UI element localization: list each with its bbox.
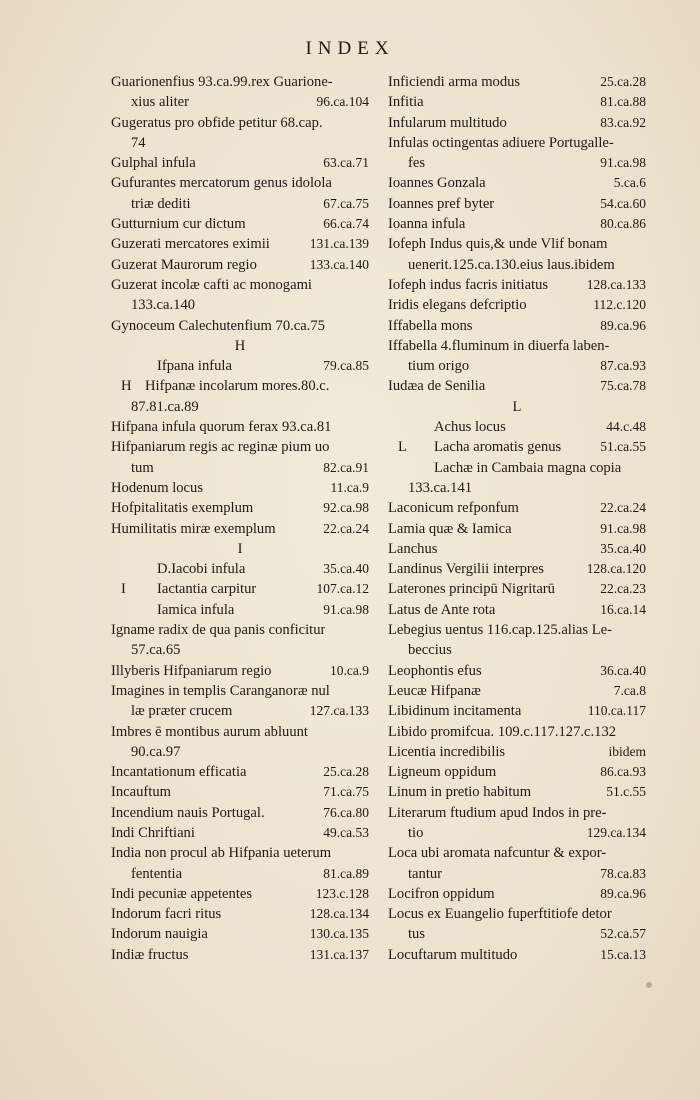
entry-reference: 110.ca.117	[587, 703, 646, 719]
entry-reference: 5.ca.6	[613, 175, 646, 191]
index-entry	[388, 600, 646, 620]
entry-reference: 25.ca.28	[600, 74, 646, 89]
index-entry	[388, 843, 646, 863]
entry-text: Iamica infula	[157, 601, 235, 618]
entry-text: D.Iacobi infula	[157, 561, 246, 578]
index-entry	[111, 843, 369, 863]
index-entry	[388, 113, 646, 133]
index-entry	[388, 92, 646, 112]
index-entry	[111, 356, 369, 376]
entry-text: India non procul ab Hifpania ueterum	[111, 845, 332, 862]
section-letter	[388, 397, 646, 417]
entry-text: Ligneum oppidum	[388, 764, 497, 781]
index-entry	[388, 559, 646, 579]
entry-text: Gynoceum Calechutenfium 70.ca.75	[111, 317, 325, 334]
index-entry	[111, 600, 369, 620]
index-entry	[388, 173, 646, 193]
entry-reference: 107.ca.12	[316, 581, 369, 597]
entry-text: Iactantia carpitur	[157, 581, 257, 598]
index-entry	[388, 539, 646, 559]
entry-text: Leophontis efus	[388, 662, 482, 679]
entry-text: Ioanna infula	[388, 216, 466, 233]
page-header: INDEX	[305, 38, 395, 59]
entry-reference: 131.ca.137	[309, 946, 369, 962]
entry-text: Achus locus	[434, 419, 506, 436]
index-entry	[111, 803, 369, 823]
index-entry	[388, 640, 646, 660]
index-entry	[388, 153, 646, 173]
entry-text: Locus ex Euangelio fuperftitiofe detor	[388, 906, 612, 923]
index-entry	[111, 133, 369, 153]
entry-reference: 79.ca.85	[323, 358, 369, 374]
index-entry	[111, 113, 369, 133]
index-entry	[388, 762, 646, 782]
entry-text: Guzerat incolæ cafti ac monogami	[111, 276, 312, 293]
index-entry	[388, 782, 646, 802]
entry-text: Locifron oppidum	[388, 885, 495, 902]
index-entry	[388, 194, 646, 214]
entry-text: tio	[408, 824, 424, 841]
index-entry	[111, 904, 369, 924]
entry-text: tus	[408, 926, 426, 943]
index-entry	[111, 559, 369, 579]
index-entry	[111, 701, 369, 721]
index-entry	[111, 945, 369, 965]
entry-reference: 36.ca.40	[600, 662, 646, 678]
entry-text: Igname radix de qua panis conficitur	[111, 622, 326, 639]
index-entry	[111, 173, 369, 193]
entry-text: Guarionenfius 93.ca.99.rex Guarione-	[111, 74, 333, 90]
index-entry	[388, 356, 646, 376]
entry-text: Indorum facri ritus	[111, 906, 222, 923]
index-entry	[111, 579, 369, 599]
entry-reference: 78.ca.83	[600, 865, 646, 881]
entry-reference: 10.ca.9	[330, 662, 369, 678]
entry-text: 133.ca.140	[131, 297, 196, 314]
entry-text: Linum in pretio habitum	[388, 784, 532, 801]
index-entry	[388, 945, 646, 965]
entry-reference: 129.ca.134	[586, 824, 646, 840]
entry-text: Incantationum efficatia	[111, 764, 247, 781]
index-entry	[111, 661, 369, 681]
entry-reference: 91.ca.98	[600, 520, 646, 536]
entry-text: Leucæ Hifpanæ	[388, 682, 481, 699]
entry-text: Locuftarum multitudo	[388, 946, 518, 963]
index-entry	[111, 437, 369, 457]
entry-text: Hodenum locus	[111, 479, 204, 496]
entry-text: Ifpana infula	[157, 358, 232, 375]
margin-letter: L	[398, 439, 407, 456]
entry-reference: 71.ca.75	[323, 784, 369, 800]
entry-reference: 128.ca.120	[586, 561, 646, 577]
entry-reference: 67.ca.75	[323, 195, 369, 211]
entry-text: Latus de Ante rota	[388, 601, 496, 618]
index-entry	[388, 255, 646, 275]
margin-letter: I	[121, 581, 126, 598]
index-entry	[111, 924, 369, 944]
index-entry	[111, 255, 369, 275]
entry-text: Indi pecuniæ appetentes	[111, 885, 253, 902]
entry-text: Gugeratus pro obfide petitur 68.cap.	[111, 114, 323, 131]
index-entry	[388, 336, 646, 356]
entry-text: tum	[131, 459, 154, 476]
entry-reference: 15.ca.13	[600, 946, 646, 962]
entry-text: Indiæ fructus	[111, 946, 189, 963]
entry-reference: 54.ca.60	[600, 195, 646, 211]
entry-text: 133.ca.141	[408, 479, 473, 496]
entry-text: Libidinum incitamenta	[388, 703, 522, 720]
entry-reference: 22.ca.24	[323, 520, 369, 536]
entry-reference: 127.ca.133	[309, 703, 369, 719]
index-entry	[388, 275, 646, 295]
entry-text: Lamia quæ & Iamica	[388, 520, 512, 537]
entry-reference: 11.ca.9	[330, 479, 369, 495]
index-entry	[111, 498, 369, 518]
entry-reference: 35.ca.40	[323, 561, 369, 577]
entry-text: Loca ubi aromata nafcuntur & expor-	[388, 845, 607, 862]
entry-text: beccius	[408, 642, 452, 659]
index-entry	[388, 579, 646, 599]
entry-reference: 51.ca.55	[600, 439, 646, 455]
entry-reference: 123.c.128	[315, 885, 369, 901]
entry-text: xius aliter	[131, 94, 189, 111]
entry-text: I	[237, 540, 243, 557]
index-entry	[388, 884, 646, 904]
entry-text: Licentia incredibilis	[388, 743, 506, 760]
entry-text: Laconicum refponfum	[388, 500, 519, 517]
entry-text: Guzerat Maurorum regio	[111, 256, 257, 273]
entry-reference: 87.ca.93	[600, 358, 646, 374]
entry-reference: 131.ca.139	[309, 236, 369, 252]
entry-reference: 81.ca.89	[323, 865, 369, 881]
index-entry	[388, 234, 646, 254]
index-entry	[388, 498, 646, 518]
entry-reference: 75.ca.78	[600, 378, 646, 394]
index-entry	[111, 681, 369, 701]
index-entry	[111, 92, 369, 112]
entry-text: Iofeph Indus quis,& unde Vlif bonam	[388, 236, 608, 253]
entry-text: Ioannes pref byter	[388, 195, 495, 212]
index-entry	[388, 316, 646, 336]
index-entry	[111, 417, 369, 437]
entry-reference: ibidem	[608, 743, 646, 759]
entry-reference: 81.ca.88	[600, 94, 646, 110]
index-entry	[111, 234, 369, 254]
index-entry	[388, 661, 646, 681]
index-column-right	[388, 72, 646, 965]
entry-reference: 92.ca.98	[323, 500, 369, 516]
index-entry	[388, 924, 646, 944]
paper-stain	[646, 982, 652, 988]
entry-text: Incauftum	[111, 784, 171, 801]
margin-letter: H	[121, 378, 132, 395]
entry-text: uenerit.125.ca.130.eius laus.ibidem	[408, 256, 615, 273]
entry-reference: 22.ca.23	[600, 581, 646, 597]
index-entry	[111, 823, 369, 843]
entry-text: fententia	[131, 865, 183, 882]
index-entry	[388, 681, 646, 701]
index-entry	[111, 397, 369, 417]
entry-text: Imbres ē montibus aurum abluunt	[111, 723, 308, 740]
entry-reference: 112.c.120	[593, 297, 646, 313]
entry-text: Illyberis Hifpaniarum regio	[111, 662, 272, 679]
entry-reference: 80.ca.86	[600, 216, 646, 232]
entry-reference: 82.ca.91	[323, 459, 369, 475]
entry-text: Landinus Vergilii interpres	[388, 561, 544, 578]
section-letter	[111, 539, 369, 559]
index-entry	[388, 376, 646, 396]
entry-text: Iffabella 4.fluminum in diuerfa laben-	[388, 337, 610, 354]
entry-reference: 89.ca.96	[600, 885, 646, 901]
entry-reference: 130.ca.135	[309, 926, 369, 942]
entry-text: Guzerati mercatores eximii	[111, 236, 270, 253]
entry-reference: 35.ca.40	[600, 540, 646, 556]
entry-reference: 86.ca.93	[600, 764, 646, 780]
index-entry	[111, 316, 369, 336]
index-entry	[111, 640, 369, 660]
index-entry	[111, 72, 369, 92]
entry-text: Ioannes Gonzala	[388, 175, 486, 192]
entry-reference: 89.ca.96	[600, 317, 646, 333]
entry-text: Hofpitalitatis exemplum	[111, 500, 254, 517]
index-entry	[111, 194, 369, 214]
index-entry	[388, 823, 646, 843]
entry-reference: 91.ca.98	[600, 155, 646, 171]
entry-text: Lachæ in Cambaia magna copia	[434, 459, 622, 476]
entry-text: Iudæa de Senilia	[388, 378, 486, 395]
index-entry	[388, 214, 646, 234]
index-entry	[388, 803, 646, 823]
section-letter	[111, 336, 369, 356]
index-entry	[111, 214, 369, 234]
entry-text: Iffabella mons	[388, 317, 473, 334]
index-entry	[388, 295, 646, 315]
index-entry	[111, 153, 369, 173]
index-entry	[111, 478, 369, 498]
entry-text: Inficiendi arma modus	[388, 74, 521, 90]
index-entry	[388, 701, 646, 721]
entry-reference: 63.ca.71	[323, 155, 369, 171]
index-entry	[388, 72, 646, 92]
index-column-left	[111, 72, 369, 965]
entry-reference: 51.c.55	[606, 784, 646, 800]
entry-reference: 44.c.48	[606, 419, 646, 435]
entry-text: fes	[408, 155, 426, 172]
entry-text: Libido promifcua. 109.c.117.127.c.132	[388, 723, 617, 740]
index-entry	[111, 864, 369, 884]
entry-text: 90.ca.97	[131, 743, 181, 760]
entry-reference: 7.ca.8	[613, 682, 646, 698]
entry-text: Laterones principū Nigritarū	[388, 581, 555, 598]
index-entry	[111, 722, 369, 742]
index-entry	[388, 742, 646, 762]
entry-text: Gulphal infula	[111, 155, 196, 172]
entry-text: Hifpana infula quorum ferax 93.ca.81	[111, 419, 332, 436]
entry-reference: 49.ca.53	[323, 824, 369, 840]
index-entry	[388, 904, 646, 924]
entry-reference: 83.ca.92	[600, 114, 646, 130]
entry-text: Humilitatis miræ exemplum	[111, 520, 276, 537]
entry-text: Infitia	[388, 94, 424, 111]
entry-text: Imagines in templis Caranganoræ nul	[111, 682, 330, 699]
entry-text: Indorum nauigia	[111, 926, 208, 943]
index-entry	[111, 376, 369, 396]
entry-reference: 91.ca.98	[323, 601, 369, 617]
entry-text: 74	[131, 134, 146, 151]
index-entry	[111, 275, 369, 295]
index-entry	[111, 742, 369, 762]
entry-text: Indi Chriftiani	[111, 824, 195, 841]
entry-reference: 25.ca.28	[323, 764, 369, 780]
entry-text: Infularum multitudo	[388, 114, 507, 131]
entry-text: tium origo	[408, 358, 470, 375]
index-entry	[388, 133, 646, 153]
entry-reference: 76.ca.80	[323, 804, 369, 820]
index-entry	[111, 620, 369, 640]
entry-text: Iridis elegans defcriptio	[388, 297, 527, 314]
index-entry	[111, 762, 369, 782]
entry-text: 57.ca.65	[131, 642, 181, 659]
entry-text: Iofeph indus facris initiatus	[388, 276, 549, 293]
index-entry	[111, 884, 369, 904]
index-entry	[388, 519, 646, 539]
index-entry	[388, 458, 646, 478]
index-entry	[388, 620, 646, 640]
entry-reference: 128.ca.134	[309, 906, 369, 922]
entry-text: Lacha aromatis genus	[434, 439, 562, 456]
entry-text: Hifpanæ incolarum mores.80.c.	[145, 378, 330, 395]
entry-text: læ præter crucem	[131, 703, 233, 720]
entry-text: Incendium nauis Portugal.	[111, 804, 265, 821]
index-entry	[111, 782, 369, 802]
index-entry	[111, 458, 369, 478]
entry-reference: 66.ca.74	[323, 216, 369, 232]
entry-reference: 133.ca.140	[309, 256, 369, 272]
entry-reference: 52.ca.57	[600, 926, 646, 942]
index-entry	[388, 417, 646, 437]
entry-text: Infulas octingentas adiuere Portugalle-	[388, 134, 614, 151]
entry-text: Gutturnium cur dictum	[111, 216, 246, 233]
index-entry	[388, 864, 646, 884]
entry-text: Lebegius uentus 116.cap.125.alias Le-	[388, 622, 612, 639]
entry-text: 87.81.ca.89	[131, 398, 199, 415]
entry-text: tantur	[408, 865, 443, 882]
entry-text: triæ dediti	[131, 195, 191, 212]
index-entry	[388, 437, 646, 457]
entry-reference: 96.ca.104	[316, 94, 369, 110]
entry-text: Literarum ftudium apud Indos in pre-	[388, 804, 607, 821]
entry-reference: 16.ca.14	[600, 601, 646, 617]
index-entry	[388, 722, 646, 742]
entry-text: H	[234, 337, 246, 354]
entry-text: Gufurantes mercatorum genus idolola	[111, 175, 332, 192]
entry-reference: 128.ca.133	[586, 276, 646, 292]
index-entry	[111, 295, 369, 315]
entry-text: Lanchus	[388, 540, 438, 557]
entry-text: Hifpaniarum regis ac reginæ pium uo	[111, 439, 330, 456]
index-entry	[388, 478, 646, 498]
entry-reference: 22.ca.24	[600, 500, 646, 516]
index-entry	[111, 519, 369, 539]
entry-text: L	[512, 398, 522, 415]
